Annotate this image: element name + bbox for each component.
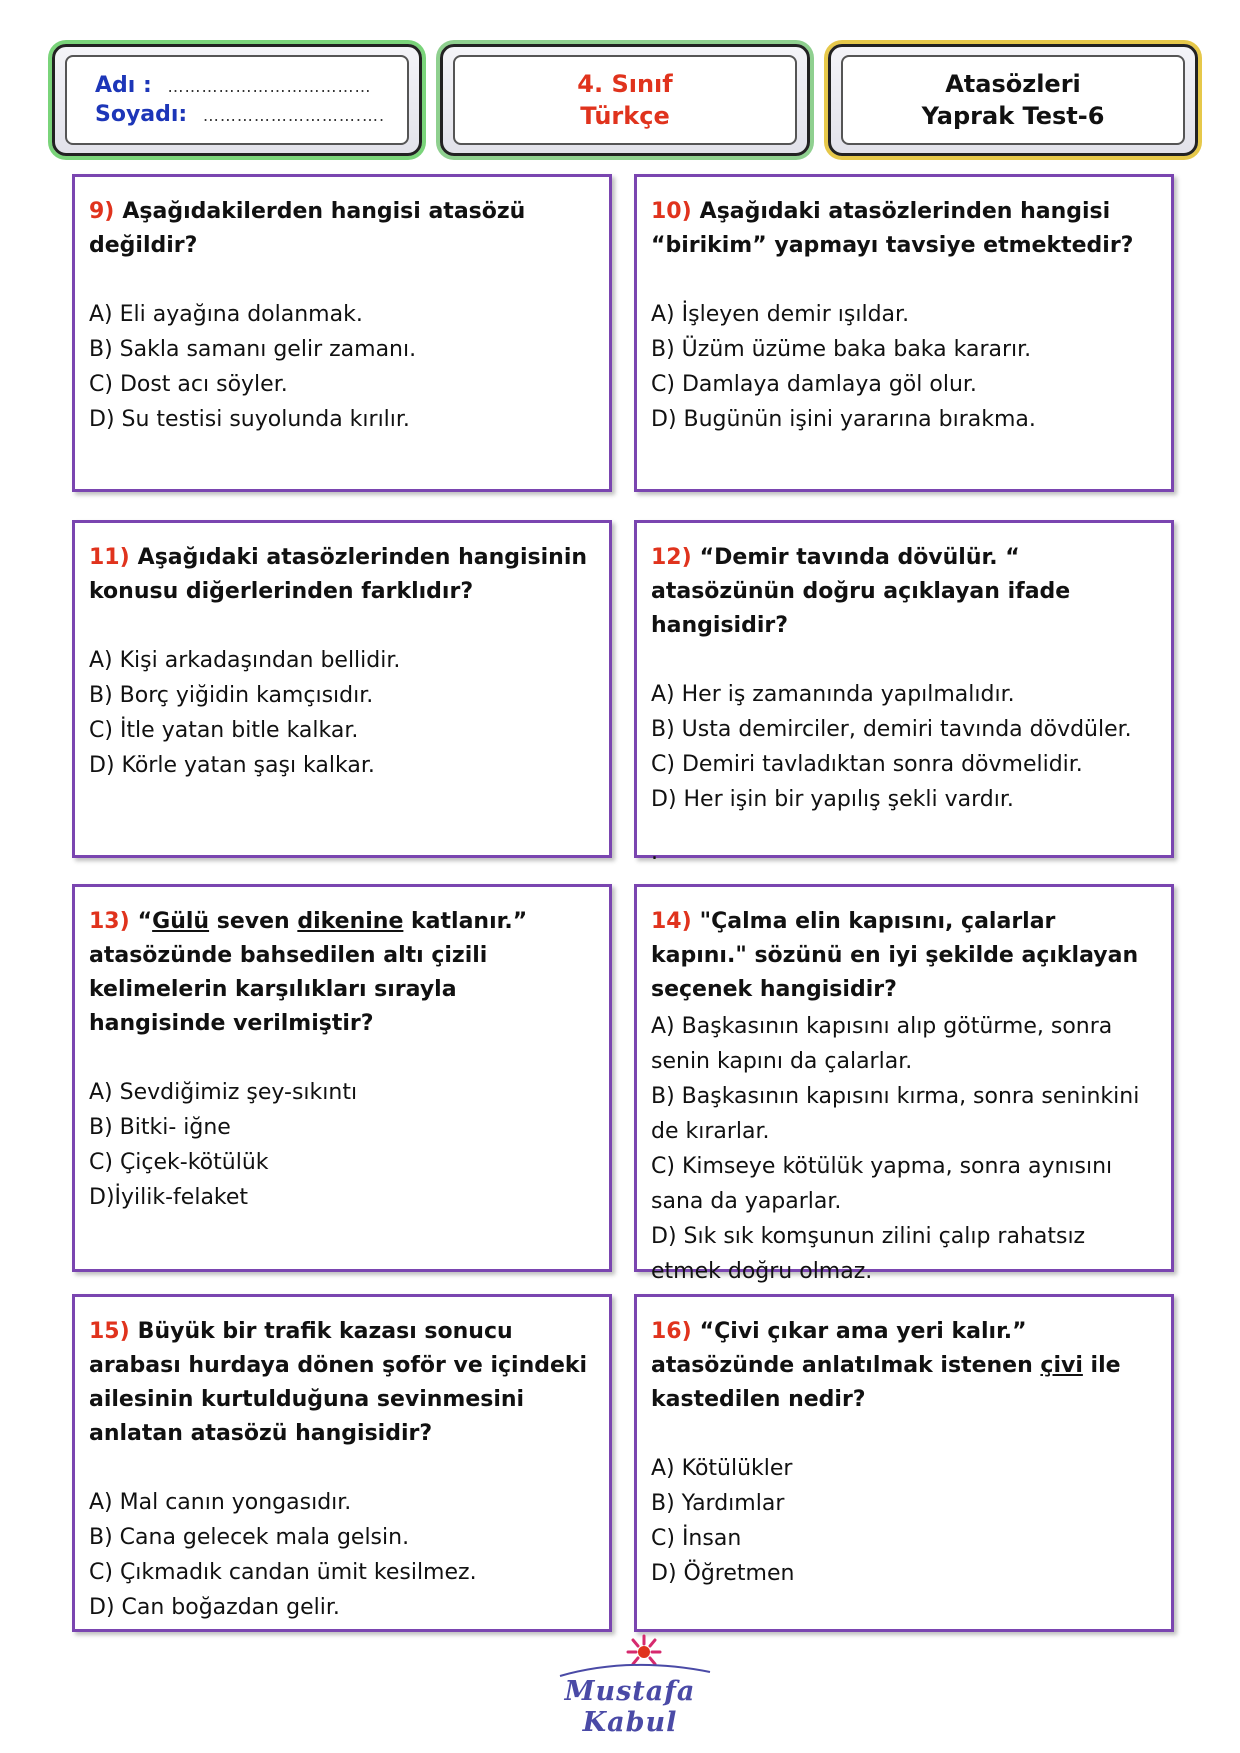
option-b[interactable]: B) Yardımlar [651,1491,785,1516]
surname-label: Soyadı: [95,102,188,127]
test-label: Yaprak Test-6 [921,102,1105,130]
author-logo [520,1632,740,1738]
option-d[interactable]: D) Su testisi suyolunda kırılır. [89,407,410,432]
flower-icon [520,1632,740,1680]
option-d[interactable]: D) Öğretmen [651,1561,795,1586]
option-c[interactable]: C) Damlaya damlaya göl olur. [651,372,977,397]
underlined-word: çivi [1040,1353,1083,1378]
trailing-dot: . [651,840,658,865]
option-c[interactable]: C) İtle yatan bitle kalkar. [89,718,359,743]
option-d[interactable]: D) Körle yatan şaşı kalkar. [89,753,375,778]
option-c[interactable]: C) Çiçek-kötülük [89,1150,269,1175]
question-stem [89,195,595,263]
grade-box [440,44,810,156]
question-number: 9) [89,199,115,224]
option-b[interactable]: B) Cana gelecek mala gelsin. [89,1525,410,1550]
topic-label: Atasözleri [945,70,1081,98]
question-text: Aşağıdaki atasözlerinden hangisinin konusu diğerlerinden farklıdır? [89,545,588,604]
question-text: Büyük bir trafik kazası sonucu arabası hurdaya dönen şoför ve içindeki ailesinin kurtulduğuna sevinmesini anlatan atasözü hangisidir? [89,1319,588,1446]
student-info-inner [65,55,409,145]
options [89,1485,595,1625]
option-a[interactable]: A) Eli ayağına dolanmak. [89,302,363,327]
question-text: “Demir tavında dövülür. “ atasözünün doğru açıklayan ifade hangisidir? [651,545,1071,638]
options [89,1075,595,1215]
quote-open: “ [137,909,153,934]
option-d[interactable]: D) Sık sık komşunun zilini çalıp rahatsız etmek doğru olmaz. [651,1224,1086,1284]
grade-label: 4. Sınıf [577,70,673,98]
options [651,677,1157,870]
option-a[interactable]: A) İşleyen demir ışıldar. [651,302,910,327]
question-9 [72,174,612,492]
question-11 [72,520,612,858]
options [651,1451,1157,1591]
options [89,297,595,437]
option-d[interactable]: D)İyilik-felaket [89,1185,249,1210]
options [651,1009,1157,1289]
question-12 [634,520,1174,865]
option-a[interactable]: A) Sevdiğimiz şey-sıkıntı [89,1080,358,1105]
option-c[interactable]: C) Çıkmadık candan ümit kesilmez. [89,1560,477,1585]
options [89,643,595,783]
question-number: 14) [651,909,692,934]
option-d[interactable]: D) Her işin bir yapılış şekli vardır. [651,787,1014,812]
option-c[interactable]: C) Kimseye kötülük yapma, sonra aynısını sana da yaparlar. [651,1154,1113,1214]
topic-box [828,44,1198,156]
surname-field[interactable]: ……………………….…. [202,106,386,125]
question-text: Aşağıdaki atasözlerinden hangisi “birikim” yapmayı tavsiye etmektedir? [651,199,1134,258]
options [651,297,1157,437]
question-text: Aşağıdakilerden hangisi atasözü değildir? [89,199,526,258]
option-b[interactable]: B) Usta demirciler, demiri tavında dövdüler. [651,717,1132,742]
stem-end: ile kastedilen nedir? [651,1353,1121,1412]
option-c[interactable]: C) Demiri tavladıktan sonra dövmelidir. [651,752,1083,777]
option-b[interactable]: B) Başkasının kapısını kırma, sonra seninkini de kırarlar. [651,1084,1140,1144]
option-c[interactable]: C) Dost acı söyler. [89,372,288,397]
option-a[interactable]: A) Kişi arkadaşından bellidir. [89,648,401,673]
question-number: 11) [89,545,130,570]
author-name: Mustafa Kabul [564,1676,696,1738]
topic-inner [841,55,1185,145]
question-13 [72,884,612,1272]
question-stem [651,541,1157,643]
underlined-word-2: dikenine [297,909,404,934]
option-d[interactable]: D) Bugünün işini yararına bırakma. [651,407,1036,432]
question-stem [89,541,595,609]
option-b[interactable]: B) Bitki- iğne [89,1115,231,1140]
option-a[interactable]: A) Başkasının kapısını alıp götürme, sonra senin kapını da çalarlar. [651,1014,1113,1074]
option-b[interactable]: B) Üzüm üzüme baka baka kararır. [651,337,1032,362]
question-15 [72,1294,612,1632]
option-a[interactable]: A) Kötülükler [651,1456,793,1481]
surname-row [95,102,385,127]
question-10 [634,174,1174,492]
option-b[interactable]: B) Borç yiğidin kamçısıdır. [89,683,374,708]
option-a[interactable]: A) Her iş zamanında yapılmalıdır. [651,682,1015,707]
question-16 [634,1294,1174,1632]
stem-mid: seven [209,909,298,934]
stem-end: katlanır.” atasözünde bahsedilen altı çizili kelimelerin karşılıkları sırayla hangisinde verilmiştir? [89,909,528,1036]
question-stem [89,1315,595,1451]
question-stem [89,905,595,1041]
option-d[interactable]: D) Can boğazdan gelir. [89,1595,340,1620]
option-b[interactable]: B) Sakla samanı gelir zamanı. [89,337,417,362]
name-label: Adı : [95,73,152,98]
question-stem [651,1315,1157,1417]
underlined-word-1: Gülü [152,909,210,934]
option-a[interactable]: A) Mal canın yongasıdır. [89,1490,352,1515]
question-number: 16) [651,1319,692,1344]
student-info-box [52,44,422,156]
name-row [95,73,371,98]
question-number: 13) [89,909,130,934]
question-stem [651,195,1157,263]
stem-start: “Çivi çıkar ama yeri kalır.” atasözünde anlatılmak istenen [651,1319,1041,1378]
question-number: 15) [89,1319,130,1344]
subject-label: Türkçe [580,102,670,130]
option-c[interactable]: C) İnsan [651,1526,742,1551]
question-number: 10) [651,199,692,224]
grade-inner [453,55,797,145]
question-text: "Çalma elin kapısını, çalarlar kapını." sözünü en iyi şekilde açıklayan seçenek hangisidir? [651,909,1139,1002]
question-number: 12) [651,545,692,570]
question-stem [651,905,1157,1007]
question-14 [634,884,1174,1284]
name-field[interactable]: ……………………………… [167,77,372,96]
